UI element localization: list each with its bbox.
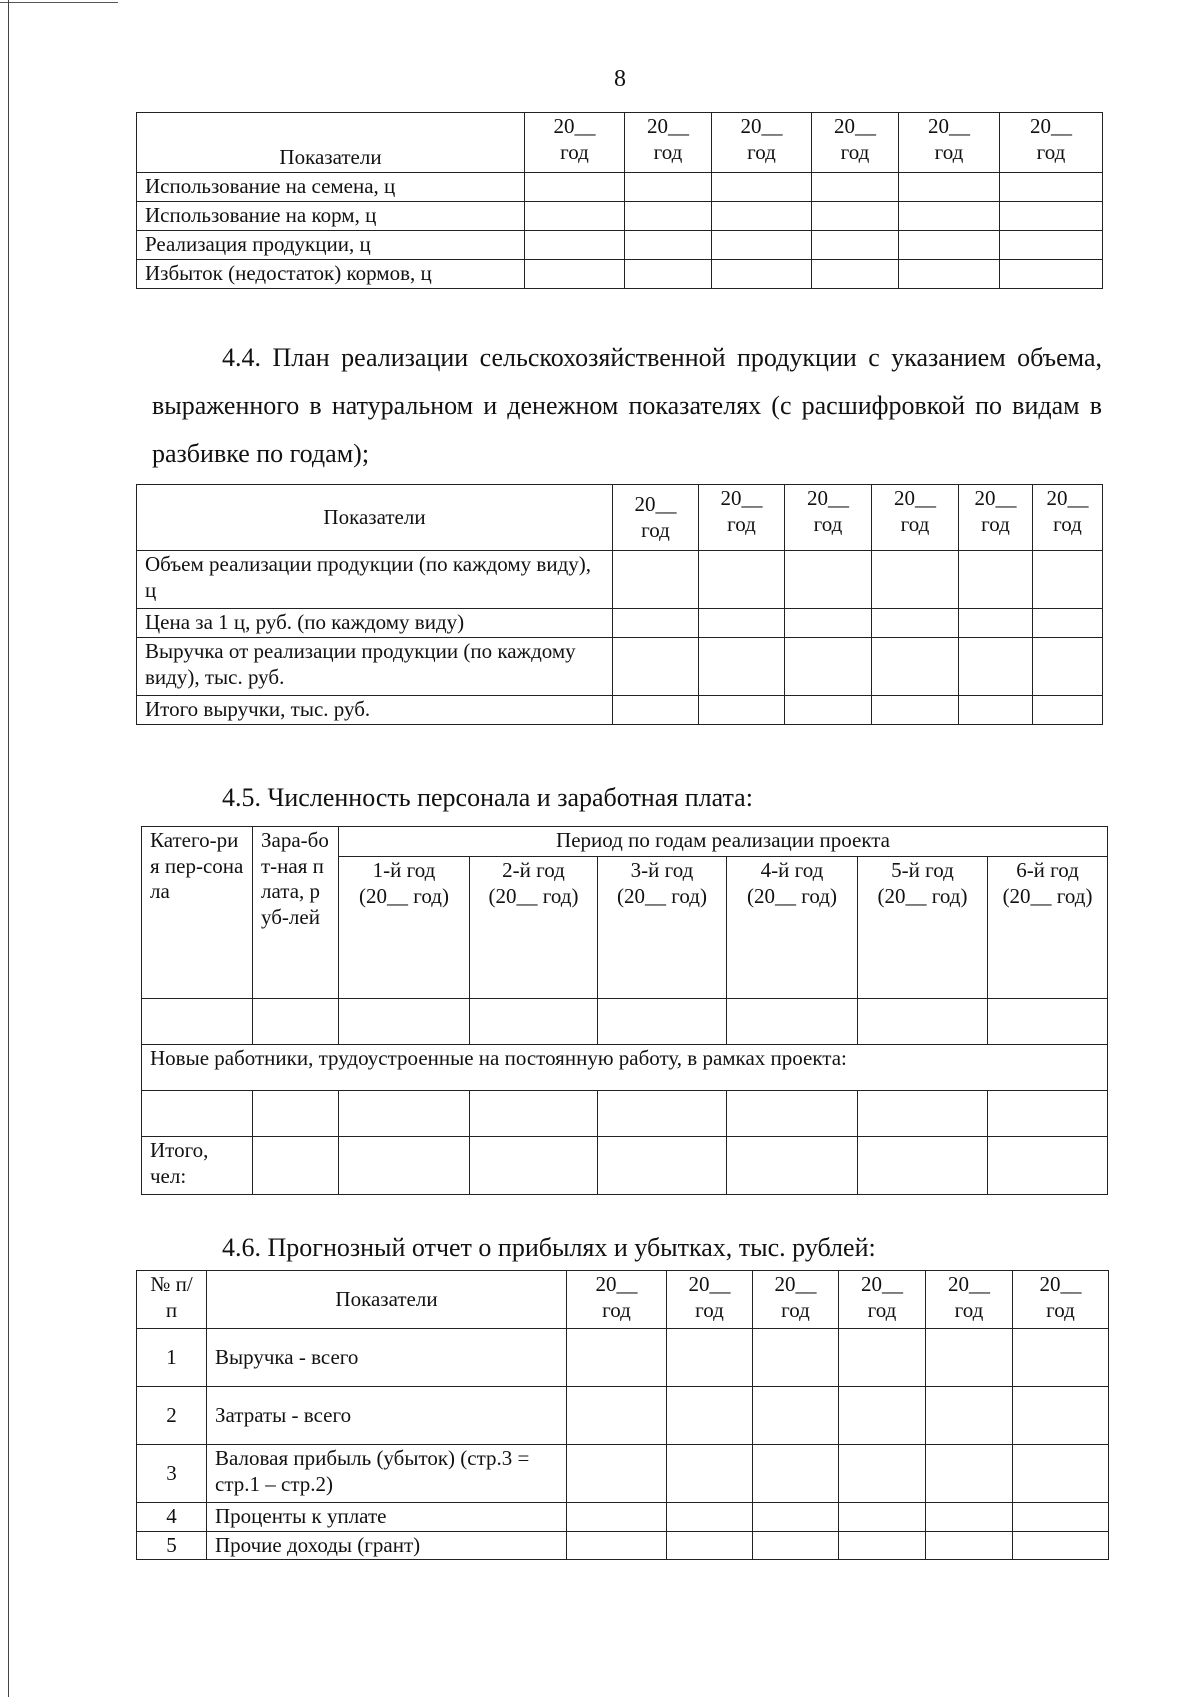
value-cell[interactable] [1033, 638, 1103, 696]
value-cell[interactable] [988, 999, 1108, 1045]
value-cell[interactable] [785, 551, 872, 609]
page-number: 8 [614, 66, 626, 92]
scan-corner-line [0, 2, 118, 3]
row-number: 1 [137, 1329, 207, 1387]
row-label: Проценты к уплате [207, 1503, 567, 1532]
value-cell[interactable] [899, 173, 1000, 202]
row-number: 5 [137, 1531, 207, 1560]
value-cell[interactable] [1013, 1445, 1109, 1503]
value-cell[interactable] [567, 1503, 667, 1532]
value-cell[interactable] [785, 696, 872, 725]
value-cell[interactable] [926, 1503, 1013, 1532]
value-cell[interactable] [872, 609, 959, 638]
year-column-header: 20__ год [785, 485, 872, 551]
value-cell[interactable] [1033, 551, 1103, 609]
value-cell[interactable] [812, 231, 899, 260]
row-number-header: № п/п [137, 1271, 207, 1329]
year-column-header: 20__ год [899, 113, 1000, 173]
indicators-header: Показатели [137, 485, 613, 551]
value-cell[interactable] [339, 1137, 470, 1195]
year-column-header: 20__ год [839, 1271, 926, 1329]
value-cell[interactable] [142, 999, 253, 1045]
value-cell[interactable] [1033, 609, 1103, 638]
value-cell[interactable] [858, 1137, 988, 1195]
value-cell[interactable] [959, 696, 1033, 725]
year-column-header: 20__ год [812, 113, 899, 173]
value-cell[interactable] [812, 173, 899, 202]
year-column-header: 1-й год (20__ год) [339, 857, 470, 999]
value-cell[interactable] [1013, 1329, 1109, 1387]
value-cell[interactable] [926, 1445, 1013, 1503]
value-cell[interactable] [753, 1503, 839, 1532]
category-header: Катего-рия пер-сонала [142, 827, 253, 999]
value-cell[interactable] [699, 638, 785, 696]
value-cell[interactable] [959, 609, 1033, 638]
value-cell[interactable] [598, 1137, 727, 1195]
year-column-header: 20__ год [1033, 485, 1103, 551]
year-column-header: 5-й год (20__ год) [858, 857, 988, 999]
value-cell[interactable] [1000, 202, 1103, 231]
period-header: Период по годам реализации проекта [339, 827, 1108, 857]
year-column-header: 2-й год (20__ год) [470, 857, 598, 999]
year-column-header: 20__ год [1013, 1271, 1109, 1329]
row-label: Выручка - всего [207, 1329, 567, 1387]
value-cell[interactable] [712, 231, 812, 260]
value-cell[interactable] [812, 202, 899, 231]
table-row [137, 638, 1103, 696]
value-cell[interactable] [253, 999, 339, 1045]
value-cell[interactable] [1013, 1387, 1109, 1445]
value-cell[interactable] [872, 638, 959, 696]
table-row [137, 1503, 1109, 1532]
section-4-4-text: 4.4. План реализации сельскохозяйственной продукции с указанием объема, выраженного в натуральном и денежном показателях (с расшифровкой по видам в разбивке по годам); [152, 343, 1102, 468]
sales-plan-table [136, 484, 1103, 725]
value-cell[interactable] [525, 231, 625, 260]
year-column-header: 20__ год [567, 1271, 667, 1329]
value-cell[interactable] [613, 609, 699, 638]
value-cell[interactable] [872, 696, 959, 725]
value-cell[interactable] [785, 609, 872, 638]
value-cell[interactable] [253, 1137, 339, 1195]
table-row [137, 1445, 1109, 1503]
value-cell[interactable] [753, 1329, 839, 1387]
row-label: Валовая прибыль (убыток) (стр.3 = стр.1 – стр.2) [207, 1445, 567, 1503]
year-column-header: 20__ год [926, 1271, 1013, 1329]
value-cell[interactable] [525, 260, 625, 289]
value-cell[interactable] [858, 1091, 988, 1137]
new-workers-label: Новые работники, трудоустроенные на постоянную работу, в рамках проекта: [142, 1045, 1108, 1091]
value-cell[interactable] [567, 1387, 667, 1445]
value-cell[interactable] [470, 1137, 598, 1195]
value-cell[interactable] [613, 551, 699, 609]
value-cell[interactable] [727, 999, 858, 1045]
value-cell[interactable] [1000, 231, 1103, 260]
value-cell[interactable] [899, 231, 1000, 260]
value-cell[interactable] [839, 1329, 926, 1387]
value-cell[interactable] [839, 1503, 926, 1532]
total-label: Итого, чел: [142, 1137, 253, 1195]
value-cell[interactable] [899, 260, 1000, 289]
section-4-6-title: 4.6. Прогнозный отчет о прибылях и убытках, тыс. рублей: [222, 1233, 876, 1262]
year-column-header: 20__ год [712, 113, 812, 173]
value-cell[interactable] [142, 1091, 253, 1137]
row-label: Цена за 1 ц, руб. (по каждому виду) [137, 609, 613, 638]
value-cell[interactable] [567, 1329, 667, 1387]
table-row [137, 173, 1103, 202]
salary-header: Зара-бот-ная плата, руб-лей [253, 827, 339, 999]
feed-usage-table [136, 112, 1103, 289]
table-row [137, 1387, 1109, 1445]
value-cell[interactable] [839, 1445, 926, 1503]
value-cell[interactable] [858, 999, 988, 1045]
value-cell[interactable] [959, 551, 1033, 609]
year-column-header: 20__ год [872, 485, 959, 551]
value-cell[interactable] [812, 260, 899, 289]
profit-loss-table [136, 1270, 1109, 1560]
year-column-header: 4-й год (20__ год) [727, 857, 858, 999]
value-cell[interactable] [872, 551, 959, 609]
value-cell[interactable] [753, 1531, 839, 1560]
value-cell[interactable] [339, 999, 470, 1045]
table-row [137, 696, 1103, 725]
value-cell[interactable] [712, 173, 812, 202]
table-row [137, 1329, 1109, 1387]
year-column-header: 3-й год (20__ год) [598, 857, 727, 999]
value-cell[interactable] [699, 696, 785, 725]
value-cell[interactable] [753, 1387, 839, 1445]
value-cell[interactable] [959, 638, 1033, 696]
value-cell[interactable] [625, 202, 712, 231]
value-cell[interactable] [525, 173, 625, 202]
year-column-header: 20__ год [525, 113, 625, 173]
value-cell[interactable] [598, 1091, 727, 1137]
value-cell[interactable] [699, 609, 785, 638]
table-row [137, 1531, 1109, 1560]
value-cell[interactable] [712, 202, 812, 231]
value-cell[interactable] [667, 1387, 753, 1445]
value-cell[interactable] [839, 1531, 926, 1560]
indicators-header: Показатели [207, 1271, 567, 1329]
year-column-header: 20__ год [625, 113, 712, 173]
section-4-5-title: 4.5. Численность персонала и заработная плата: [222, 783, 753, 812]
value-cell[interactable] [988, 1137, 1108, 1195]
table-row [137, 260, 1103, 289]
row-label: Использование на семена, ц [137, 173, 525, 202]
value-cell[interactable] [785, 638, 872, 696]
value-cell[interactable] [525, 202, 625, 231]
value-cell[interactable] [1000, 173, 1103, 202]
value-cell[interactable] [988, 1091, 1108, 1137]
row-number: 4 [137, 1503, 207, 1532]
value-cell[interactable] [470, 999, 598, 1045]
row-number: 3 [137, 1445, 207, 1503]
value-cell[interactable] [839, 1387, 926, 1445]
year-column-header: 20__ год [613, 485, 699, 551]
value-cell[interactable] [667, 1329, 753, 1387]
value-cell[interactable] [598, 999, 727, 1045]
value-cell[interactable] [567, 1531, 667, 1560]
staff-salary-table [141, 826, 1108, 1195]
year-column-header: 20__ год [959, 485, 1033, 551]
value-cell[interactable] [1000, 260, 1103, 289]
value-cell[interactable] [1033, 696, 1103, 725]
value-cell[interactable] [1013, 1503, 1109, 1532]
row-label: Избыток (недостаток) кормов, ц [137, 260, 525, 289]
value-cell[interactable] [926, 1387, 1013, 1445]
row-label: Затраты - всего [207, 1387, 567, 1445]
row-label: Итого выручки, тыс. руб. [137, 696, 613, 725]
value-cell[interactable] [625, 260, 712, 289]
value-cell[interactable] [1013, 1531, 1109, 1560]
year-column-header: 20__ год [699, 485, 785, 551]
row-label: Выручка от реализации продукции (по каждому виду), тыс. руб. [137, 638, 613, 696]
table-row [137, 231, 1103, 260]
value-cell[interactable] [470, 1091, 598, 1137]
value-cell[interactable] [613, 696, 699, 725]
value-cell[interactable] [727, 1091, 858, 1137]
value-cell[interactable] [753, 1445, 839, 1503]
row-number: 2 [137, 1387, 207, 1445]
row-label: Прочие доходы (грант) [207, 1531, 567, 1560]
value-cell[interactable] [727, 1137, 858, 1195]
value-cell[interactable] [625, 231, 712, 260]
value-cell[interactable] [712, 260, 812, 289]
value-cell[interactable] [699, 551, 785, 609]
value-cell[interactable] [625, 173, 712, 202]
value-cell[interactable] [667, 1445, 753, 1503]
value-cell[interactable] [926, 1531, 1013, 1560]
value-cell[interactable] [926, 1329, 1013, 1387]
table-row [137, 551, 1103, 609]
year-column-header: 20__ год [753, 1271, 839, 1329]
row-label: Объем реализации продукции (по каждому виду), ц [137, 551, 613, 609]
year-column-header: 20__ год [1000, 113, 1103, 173]
row-label: Реализация продукции, ц [137, 231, 525, 260]
value-cell[interactable] [613, 638, 699, 696]
value-cell[interactable] [899, 202, 1000, 231]
value-cell[interactable] [339, 1091, 470, 1137]
table-row [137, 609, 1103, 638]
row-label: Использование на корм, ц [137, 202, 525, 231]
value-cell[interactable] [667, 1531, 753, 1560]
value-cell[interactable] [567, 1445, 667, 1503]
year-column-header: 6-й год (20__ год) [988, 857, 1108, 999]
value-cell[interactable] [667, 1503, 753, 1532]
value-cell[interactable] [253, 1091, 339, 1137]
table-row [137, 202, 1103, 231]
scan-edge-line [8, 0, 9, 1697]
table-row [142, 999, 1108, 1045]
table-row [142, 1091, 1108, 1137]
indicators-header: Показатели [137, 113, 525, 173]
table-row [142, 1137, 1108, 1195]
year-column-header: 20__ год [667, 1271, 753, 1329]
